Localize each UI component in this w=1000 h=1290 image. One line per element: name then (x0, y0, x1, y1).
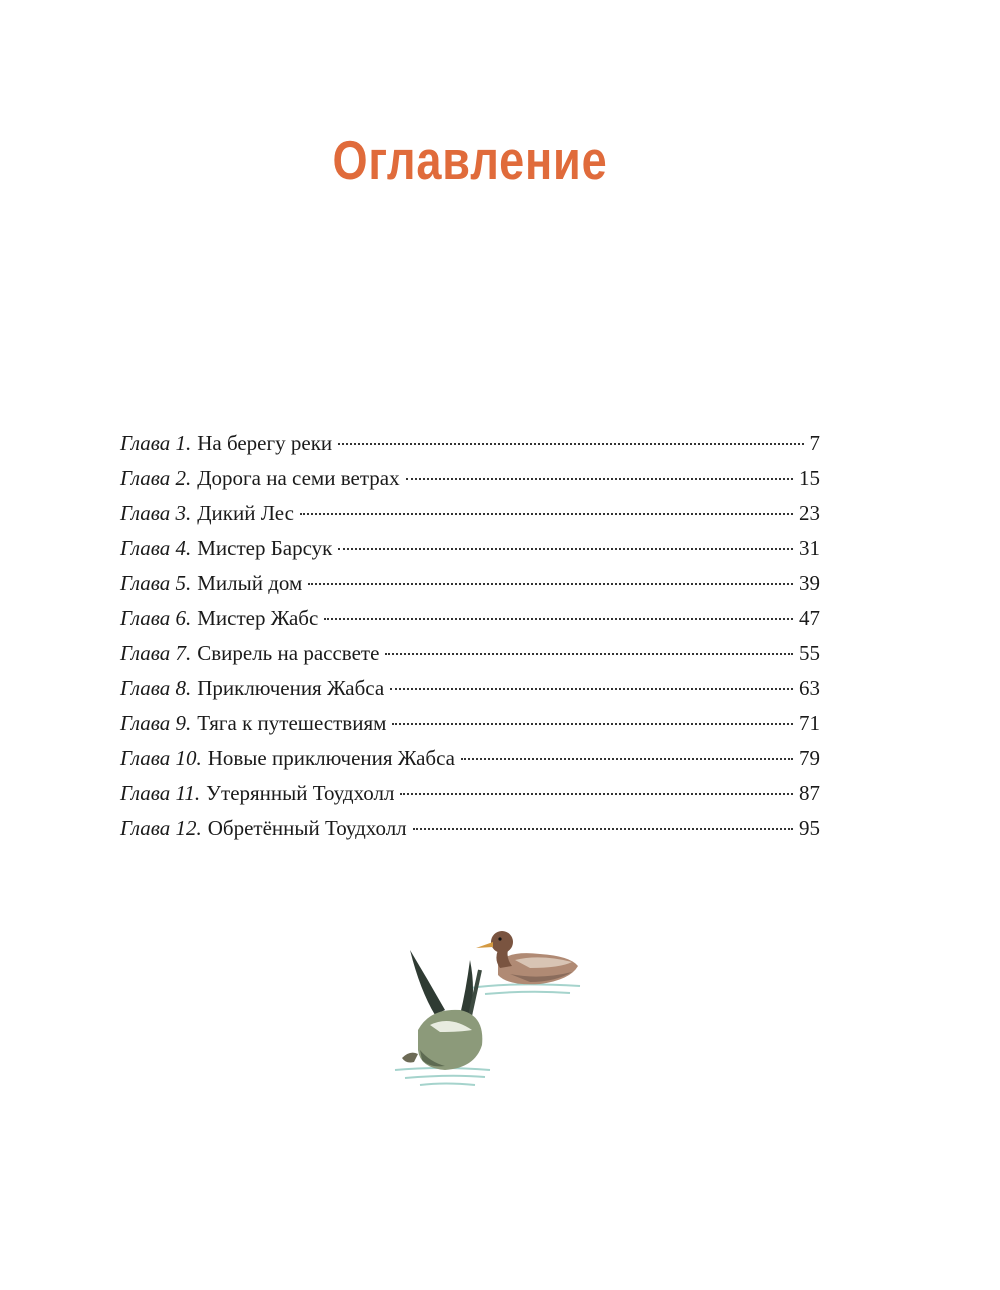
toc-chapter-label: Глава 10. (120, 746, 202, 770)
toc-chapter-title: Мистер Барсук (197, 536, 333, 560)
toc-chapter-title: Утерянный Тоудхолл (206, 781, 395, 805)
toc-entry-6[interactable] (120, 601, 820, 636)
toc-page-number: 39 (799, 571, 820, 595)
toc-leader-dots (308, 583, 793, 585)
toc-entry-11[interactable] (120, 776, 820, 811)
toc-leader-dots (406, 478, 793, 480)
toc-page-number: 23 (799, 501, 820, 525)
toc-chapter-label: Глава 12. (120, 816, 202, 840)
toc-page-number: 7 (809, 431, 820, 455)
toc-page-number: 71 (799, 711, 820, 735)
toc-chapter-label: Глава 6. (120, 606, 192, 630)
toc-chapter-title: Приключения Жабса (197, 676, 385, 700)
toc-leader-dots (400, 793, 793, 795)
toc-leader-dots (338, 443, 803, 445)
toc-chapter-label: Глава 1. (120, 431, 192, 455)
toc-chapter-title: Свирель на рассвете (197, 641, 380, 665)
toc-entry-9[interactable] (120, 706, 820, 741)
toc-leader-dots (338, 548, 793, 550)
toc-chapter-label: Глава 4. (120, 536, 192, 560)
toc-leader-dots (461, 758, 793, 760)
toc-chapter-label: Глава 2. (120, 466, 192, 490)
toc-chapter-label: Глава 5. (120, 571, 192, 595)
toc-chapter-label: Глава 8. (120, 676, 192, 700)
toc-entry-5[interactable] (120, 566, 820, 601)
toc-chapter-label: Глава 7. (120, 641, 192, 665)
toc-chapter-title: Тяга к путешествиям (197, 711, 387, 735)
toc-chapter-title: На берегу реки (197, 431, 333, 455)
swimming-duck (476, 931, 578, 984)
toc-page-number: 87 (799, 781, 820, 805)
page-title: Оглавление (332, 129, 608, 191)
toc-entry-2[interactable] (120, 461, 820, 496)
toc-leader-dots (300, 513, 793, 515)
toc-entry-8[interactable] (120, 671, 820, 706)
toc-entry-1[interactable] (120, 426, 820, 461)
toc-leader-dots (392, 723, 793, 725)
toc-leader-dots (413, 828, 793, 830)
toc-entry-10[interactable] (120, 741, 820, 776)
toc-chapter-title: Милый дом (197, 571, 303, 595)
toc-chapter-title: Дикий Лес (197, 501, 294, 525)
toc-leader-dots (324, 618, 793, 620)
table-of-contents (120, 426, 820, 846)
toc-entry-4[interactable] (120, 531, 820, 566)
toc-chapter-label: Глава 11. (120, 781, 201, 805)
toc-entry-7[interactable] (120, 636, 820, 671)
diving-duck (402, 950, 482, 1070)
toc-leader-dots (390, 688, 793, 690)
toc-page-number: 31 (799, 536, 820, 560)
toc-page-number: 79 (799, 746, 820, 770)
toc-chapter-title: Дорога на семи ветрах (197, 466, 400, 490)
ducks-illustration (390, 920, 600, 1120)
toc-page-number: 55 (799, 641, 820, 665)
toc-page-number: 95 (799, 816, 820, 840)
toc-page-number: 47 (799, 606, 820, 630)
toc-page-number: 63 (799, 676, 820, 700)
toc-chapter-title: Обретённый Тоудхолл (207, 816, 407, 840)
toc-chapter-label: Глава 3. (120, 501, 192, 525)
toc-page-number: 15 (799, 466, 820, 490)
toc-entry-12[interactable] (120, 811, 820, 846)
toc-chapter-title: Мистер Жабс (197, 606, 319, 630)
toc-leader-dots (385, 653, 793, 655)
toc-chapter-label: Глава 9. (120, 711, 192, 735)
toc-entry-3[interactable] (120, 496, 820, 531)
toc-chapter-title: Новые приключения Жабса (207, 746, 455, 770)
